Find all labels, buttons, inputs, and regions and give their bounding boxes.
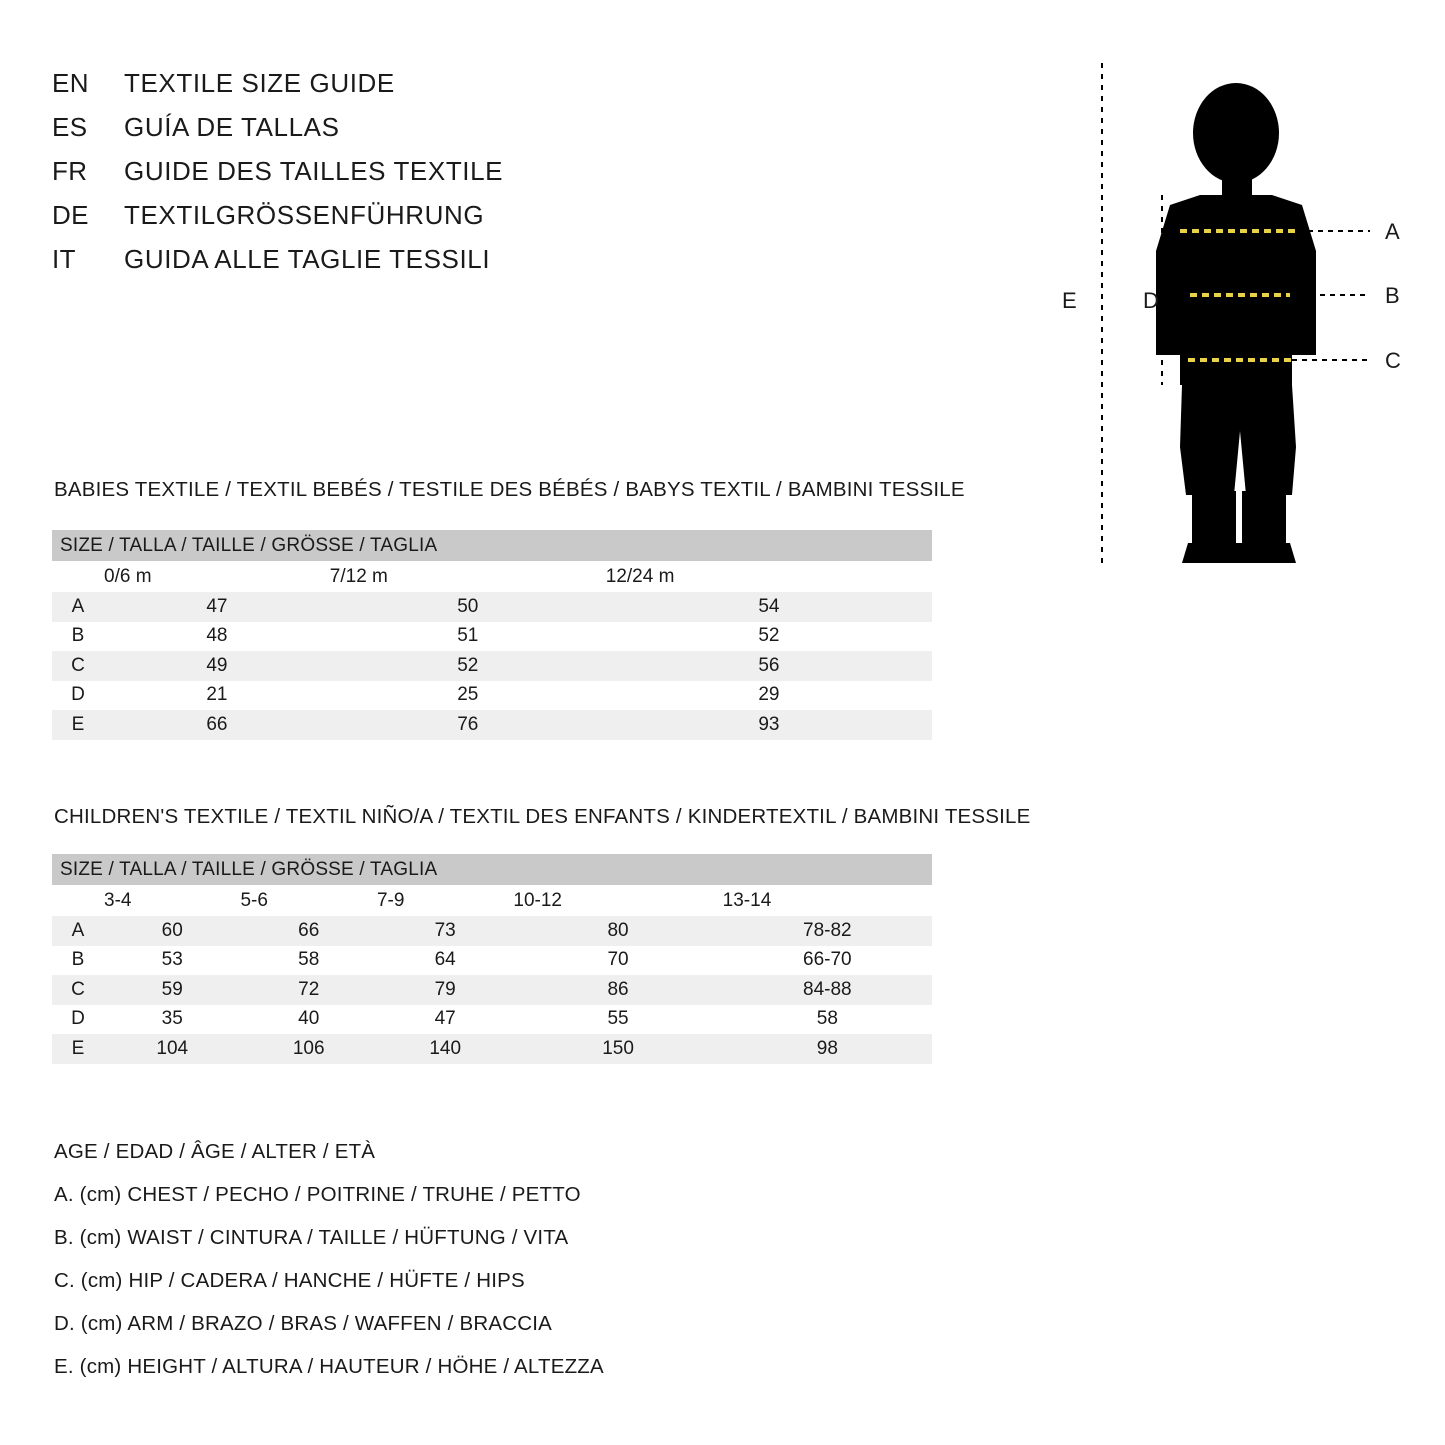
children-size-table — [52, 854, 932, 1064]
title-row — [52, 156, 752, 200]
title-lang-it: IT — [52, 244, 76, 274]
table-row — [52, 710, 932, 740]
babies-band-label: SIZE / TALLA / TAILLE / GRÖSSE / TAGLIA — [52, 530, 932, 561]
children-cell-c-1: 72 — [240, 975, 376, 1005]
children-cell-e-3: 150 — [513, 1034, 722, 1064]
title-block — [52, 68, 752, 288]
table-row — [52, 946, 932, 976]
children-cell-d-2: 47 — [377, 1005, 513, 1035]
babies-cell-a-2: 54 — [606, 592, 932, 622]
legend-line-c-hip: C. (cm) HIP / CADERA / HANCHE / HÜFTE / HIPS — [54, 1269, 525, 1292]
children-cell-c-0: 59 — [104, 975, 240, 1005]
children-cell-b-1: 58 — [240, 946, 376, 976]
children-cell-e-0: 104 — [104, 1034, 240, 1064]
children-cell-a-3: 80 — [513, 916, 722, 946]
measurement-legend — [54, 1140, 954, 1398]
children-col-3: 10-12 — [513, 885, 722, 916]
legend-line-d-arm: D. (cm) ARM / BRAZO / BRAS / WAFFEN / BRACCIA — [54, 1312, 552, 1335]
children-col-2: 7-9 — [377, 885, 513, 916]
figure-label-b: B — [1385, 283, 1400, 308]
babies-col-0: 0/6 m — [104, 561, 330, 592]
babies-cell-a-1: 50 — [330, 592, 606, 622]
babies-cell-d-1: 25 — [330, 681, 606, 711]
title-lang-es: ES — [52, 112, 88, 142]
children-row-label-b: B — [52, 946, 104, 976]
figure-label-a: A — [1385, 219, 1400, 244]
children-cell-c-2: 79 — [377, 975, 513, 1005]
children-cell-a-2: 73 — [377, 916, 513, 946]
title-lang-de: DE — [52, 200, 89, 230]
babies-cell-e-0: 66 — [104, 710, 330, 740]
corner-cell — [52, 561, 104, 592]
children-cell-c-3: 86 — [513, 975, 722, 1005]
children-cell-a-4: 78-82 — [723, 916, 932, 946]
legend-line-b-waist: B. (cm) WAIST / CINTURA / TAILLE / HÜFTUNG / VITA — [54, 1226, 569, 1249]
table-row — [52, 622, 932, 652]
title-row — [52, 200, 752, 244]
babies-cell-c-1: 52 — [330, 651, 606, 681]
children-cell-e-4: 98 — [723, 1034, 932, 1064]
babies-section-heading: BABIES TEXTILE / TEXTIL BEBÉS / TESTILE DES BÉBÉS / BABYS TEXTIL / BAMBINI TESSILE — [54, 478, 965, 501]
children-col-1: 5-6 — [240, 885, 376, 916]
title-text-fr: GUIDE DES TAILLES TEXTILE — [124, 156, 504, 186]
babies-cell-b-1: 51 — [330, 622, 606, 652]
title-text-it: GUIDA ALLE TAGLIE TESSILI — [124, 244, 491, 274]
babies-cell-d-2: 29 — [606, 681, 932, 711]
figure-label-c: C — [1385, 348, 1401, 373]
children-row-label-d: D — [52, 1005, 104, 1035]
table-column-header-row — [52, 885, 932, 916]
children-cell-d-1: 40 — [240, 1005, 376, 1035]
children-cell-b-0: 53 — [104, 946, 240, 976]
title-text-en: TEXTILE SIZE GUIDE — [124, 68, 395, 98]
children-cell-e-2: 140 — [377, 1034, 513, 1064]
title-lang-en: EN — [52, 68, 89, 98]
title-lang-fr: FR — [52, 156, 88, 186]
babies-row-label-d: D — [52, 681, 104, 711]
figure-label-d: D — [1143, 288, 1159, 313]
legend-line-e-height: E. (cm) HEIGHT / ALTURA / HAUTEUR / HÖHE / ALTEZZA — [54, 1355, 604, 1378]
babies-col-2: 12/24 m — [606, 561, 932, 592]
measurement-figure — [1040, 55, 1420, 575]
babies-size-table — [52, 530, 932, 740]
title-text-de: TEXTILGRÖSSENFÜHRUNG — [124, 200, 485, 230]
table-row — [52, 1034, 932, 1064]
children-cell-b-2: 64 — [377, 946, 513, 976]
babies-cell-b-0: 48 — [104, 622, 330, 652]
table-row — [52, 916, 932, 946]
children-cell-a-0: 60 — [104, 916, 240, 946]
children-cell-d-0: 35 — [104, 1005, 240, 1035]
children-cell-d-4: 58 — [723, 1005, 932, 1035]
figure-label-e: E — [1062, 288, 1077, 313]
babies-cell-c-2: 56 — [606, 651, 932, 681]
children-row-label-e: E — [52, 1034, 104, 1064]
children-cell-e-1: 106 — [240, 1034, 376, 1064]
children-cell-d-3: 55 — [513, 1005, 722, 1035]
children-row-label-c: C — [52, 975, 104, 1005]
babies-col-1: 7/12 m — [330, 561, 606, 592]
children-cell-b-3: 70 — [513, 946, 722, 976]
children-col-0: 3-4 — [104, 885, 240, 916]
legend-line-age: AGE / EDAD / ÂGE / ALTER / ETÀ — [54, 1140, 376, 1163]
table-row — [52, 975, 932, 1005]
children-row-label-a: A — [52, 916, 104, 946]
babies-cell-b-2: 52 — [606, 622, 932, 652]
babies-cell-c-0: 49 — [104, 651, 330, 681]
babies-row-label-c: C — [52, 651, 104, 681]
babies-cell-e-1: 76 — [330, 710, 606, 740]
babies-row-label-e: E — [52, 710, 104, 740]
table-row — [52, 651, 932, 681]
babies-row-label-b: B — [52, 622, 104, 652]
title-row — [52, 112, 752, 156]
children-cell-a-1: 66 — [240, 916, 376, 946]
children-section-heading: CHILDREN'S TEXTILE / TEXTIL NIÑO/A / TEXTIL DES ENFANTS / KINDERTEXTIL / BAMBINI TESSILE — [54, 805, 1031, 828]
title-text-es: GUÍA DE TALLAS — [124, 112, 340, 142]
table-band-header-row — [52, 530, 932, 561]
child-silhouette-diagram — [1040, 55, 1420, 575]
silhouette-body — [1156, 83, 1316, 563]
table-row — [52, 681, 932, 711]
legend-line-a-chest: A. (cm) CHEST / PECHO / POITRINE / TRUHE / PETTO — [54, 1183, 581, 1206]
table-column-header-row — [52, 561, 932, 592]
children-col-4: 13-14 — [723, 885, 932, 916]
title-row — [52, 68, 752, 112]
babies-cell-e-2: 93 — [606, 710, 932, 740]
table-row — [52, 1005, 932, 1035]
children-cell-b-4: 66-70 — [723, 946, 932, 976]
children-band-label: SIZE / TALLA / TAILLE / GRÖSSE / TAGLIA — [52, 854, 932, 885]
babies-cell-a-0: 47 — [104, 592, 330, 622]
table-band-header-row — [52, 854, 932, 885]
title-row — [52, 244, 752, 288]
babies-row-label-a: A — [52, 592, 104, 622]
children-cell-c-4: 84-88 — [723, 975, 932, 1005]
table-row — [52, 592, 932, 622]
babies-cell-d-0: 21 — [104, 681, 330, 711]
corner-cell — [52, 885, 104, 916]
